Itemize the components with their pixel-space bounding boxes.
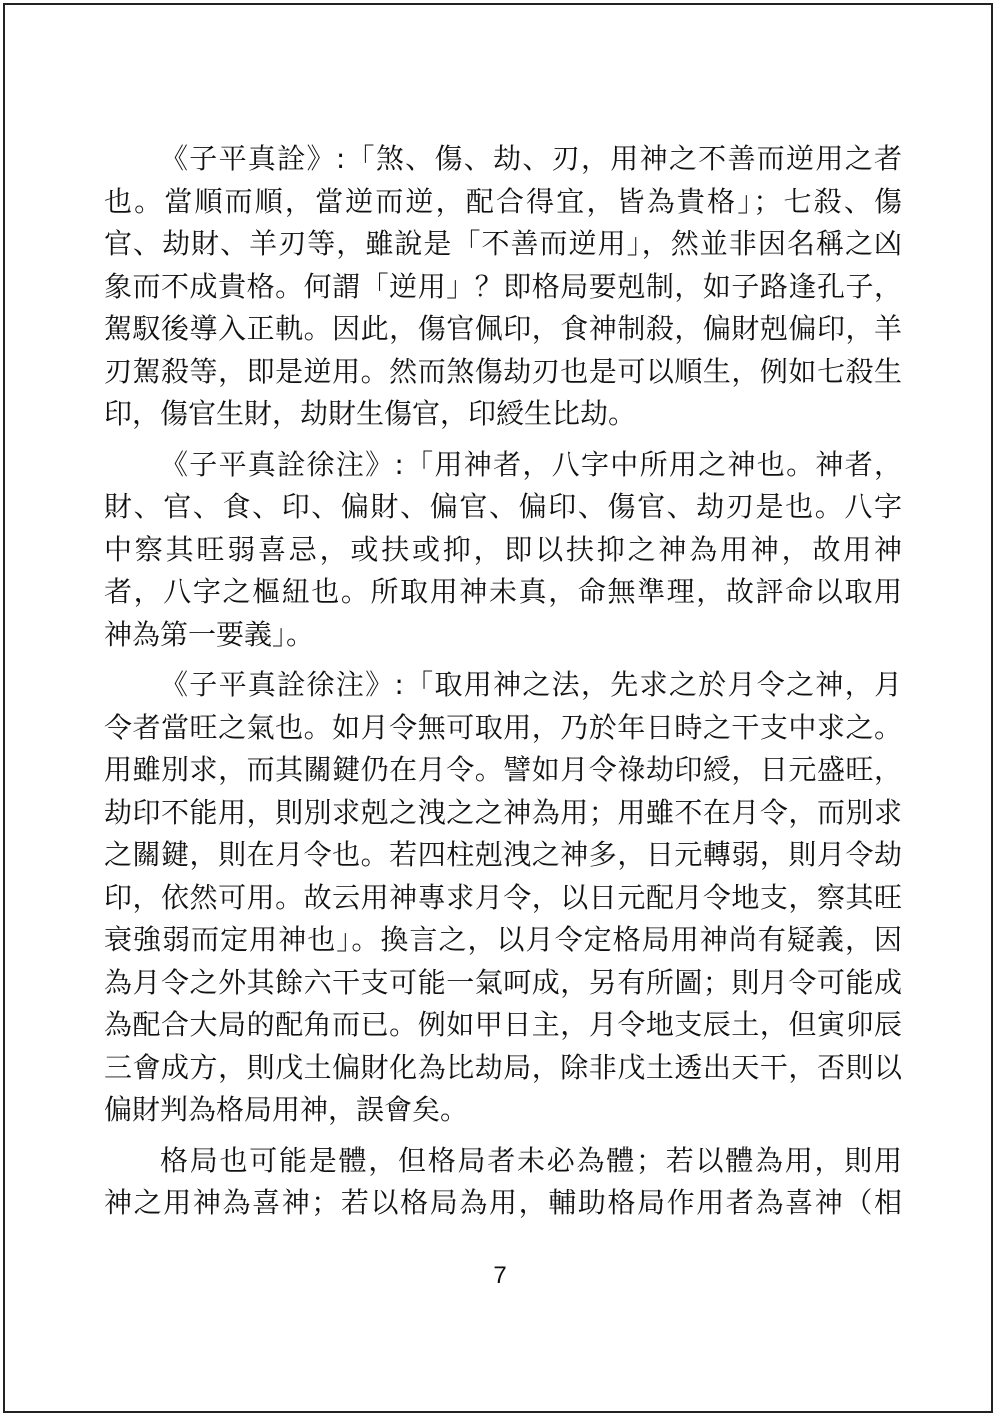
text-line: 象而不成貴格。何謂「逆用」？即格局要剋制，如子路逢孔子， xyxy=(104,269,902,303)
text-line: 《子平真詮徐注》:「取用神之法，先求之於月令之神，月 xyxy=(160,668,902,701)
text-line: 中察其旺弱喜忌，或扶或抑，即以扶抑之神為用神，故用神 xyxy=(104,532,902,566)
text-line: 令者當旺之氣也。如月令無可取用，乃於年日時之干支中求之。 xyxy=(104,710,902,744)
text-line: 用雖別求，而其關鍵仍在月令。譬如月令祿劫印綬，日元盛旺， xyxy=(104,753,902,786)
text-line: 格局也可能是體，但格局者未必為體；若以體為用，則用 xyxy=(160,1143,902,1177)
paragraph-4 xyxy=(104,1140,902,1225)
text-line: 駕馭後導入正軌。因此，傷官佩印，食神制殺，偏財剋偏印，羊 xyxy=(104,312,902,345)
text-line: 印，傷官生財，劫財生傷官，印綬生比劫。 xyxy=(104,397,637,430)
text-line: 神為第一要義」。 xyxy=(104,617,315,651)
text-line: 三會成方，則戊土偏財化為比劫局，除非戊土透出天干，否則以 xyxy=(104,1050,902,1084)
paragraph-2 xyxy=(104,444,902,657)
text-line: 刃駕殺等，即是逆用。然而煞傷劫刃也是可以順生，例如七殺生 xyxy=(104,354,902,388)
text-line: 之關鍵，則在月令也。若四柱剋洩之神多，日元轉弱，則月令劫 xyxy=(104,838,902,871)
text-line: 印，依然可用。故云用神專求月令，以日元配月令地支，察其旺 xyxy=(104,880,902,914)
paragraph-1 xyxy=(104,138,902,436)
body-text xyxy=(104,138,902,1233)
text-line: 偏財判為格局用神，誤會矣。 xyxy=(104,1093,469,1126)
text-line: 衰強弱而定用神也」。換言之，以月令定格局用神尚有疑義，因 xyxy=(104,923,902,956)
paragraph-3 xyxy=(104,664,902,1132)
text-line: 為配合大局的配角而已。例如甲日主，月令地支辰土，但寅卯辰 xyxy=(104,1008,902,1041)
text-line: 者，八字之樞紐也。所取用神未真，命無準理，故評命以取用 xyxy=(104,575,902,608)
page-number: 7 xyxy=(493,1262,507,1289)
text-line: 財、官、食、印、偏財、偏官、偏印、傷官、劫刃是也。八字 xyxy=(104,490,902,523)
text-line: 神之用神為喜神；若以格局為用，輔助格局作用者為喜神（相 xyxy=(104,1186,902,1219)
text-line: 《子平真詮徐注》:「用神者，八字中所用之神也。神者， xyxy=(160,447,902,481)
text-line: 官、劫財、羊刃等，雖說是「不善而逆用」，然並非因名稱之凶 xyxy=(104,227,902,260)
text-line: 劫印不能用，則別求剋之洩之之神為用；用雖不在月令，而別求 xyxy=(104,795,902,829)
text-line: 也。當順而順，當逆而逆，配合得宜，皆為貴格」；七殺、傷 xyxy=(104,184,902,218)
text-line: 為月令之外其餘六干支可能一氣呵成，另有所圖；則月令可能成 xyxy=(104,965,902,999)
text-line: 《子平真詮》:「煞、傷、劫、刃，用神之不善而逆用之者 xyxy=(160,142,902,175)
